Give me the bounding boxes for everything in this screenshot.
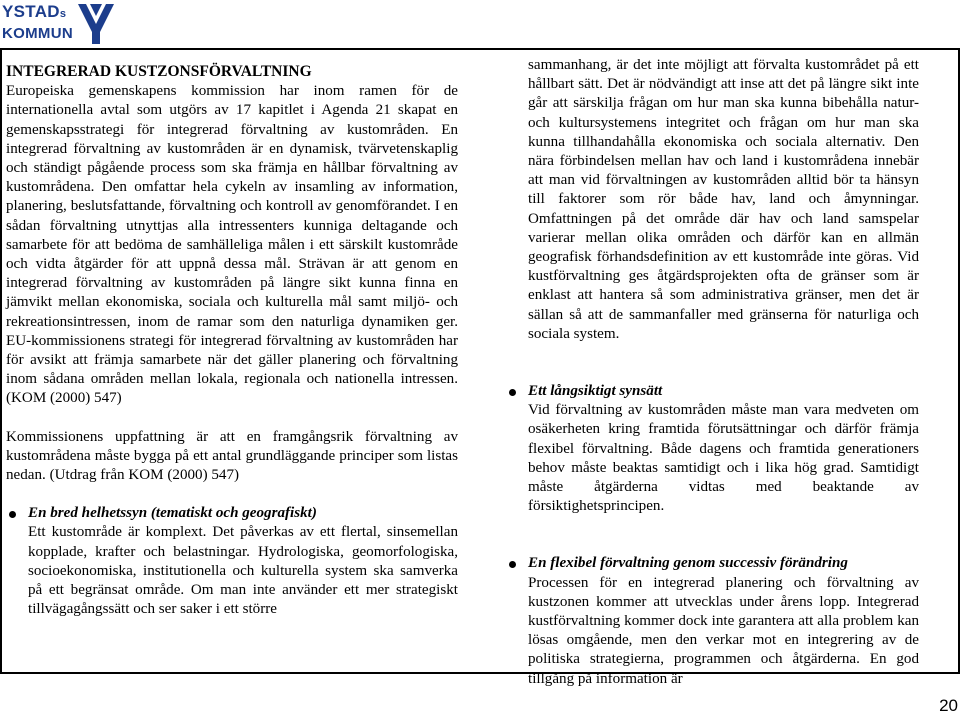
logo-wordmark bbox=[2, 2, 73, 43]
bullet-holistic-title bbox=[28, 504, 458, 523]
bullet-flexible-title bbox=[528, 554, 919, 573]
bullet-long-term-title bbox=[528, 382, 919, 401]
page-number: 20 bbox=[939, 696, 958, 715]
left-column bbox=[6, 62, 458, 619]
bullet-holistic-title-text: En bred helhetssyn (tematiskt och geografiskt) bbox=[28, 505, 317, 522]
bullet-flexible-text: Processen för en integrerad planering och förvaltning av kustzonen kommer att utvecklas under årens lopp. Integrerad kustförvaltning kommer dock inte garantera att alla problem kan lösas omgående, men den verkar mot en integrering av de politiska strategierna, programmen och åtgärderna. En god tillgång på information är bbox=[528, 574, 919, 687]
logo-line2: KOMMUN bbox=[2, 25, 73, 42]
ystad-crown-mark-icon bbox=[76, 2, 116, 46]
bullet-flexible-title-text: En flexibel förvaltning genom successiv förändring bbox=[528, 555, 848, 572]
principles-paragraph: Kommissionens uppfattning är att en framgångsrik förvaltning av kustområdena måste bygga på ett antal grundläggande principer som listas nedan. (Utdrag från KOM (2000) 547) bbox=[6, 428, 458, 484]
logo-line1-small: s bbox=[59, 8, 67, 20]
bullet-holistic bbox=[6, 504, 458, 619]
logo-line1-main: YSTAD bbox=[2, 2, 60, 21]
intro-paragraph: Europeiska gemenskapens kommission har inom ramen för de internationella avtal som utgörs av 17 kapitlet i Agenda 21 skapat en gemenskapsstrategi för integrerad förvaltning av kustområden. En integrerad förvaltning av kustområden är en dynamisk, tvärvetenskaplig och ständigt pågående process som ska främja en hållbar förvaltning av kustområdena. Den omfattar hela cykeln av insamling av information, planering, beslutsfattande, förvaltning och kontroll av genomförandet. I en sådan förvaltning utnyttjas alla intressenters kunniga deltagande och samarbete för att bedöma de samhälleliga målen i ett särskilt kustområde och vidta åtgärder för att uppnå dessa mål. Strävan är att genom en integrerad förvaltning av kustområden på längre sikt kunna finna en jämvikt mellan ekonomiska, sociala och kulturella mål samt miljö- och rekreationsintressen, inom de ramar som den naturliga dynamiken ger. EU-kommissionens strategi för integrerad förvaltning av kustområden har för avsikt att främja samarbete när det gäller planering och förvaltning inom sådana områden mellan lokala, regionala och nationella intressen. (KOM (2000) 547) bbox=[6, 83, 458, 407]
bullet-long-term bbox=[528, 382, 919, 516]
bullet-dot-icon bbox=[9, 511, 16, 518]
bullet-long-term-text: Vid förvaltning av kustområden måste man vara medveten om osäkerheten kring framtida förutsättningar och därför främja flexibel förvaltning. Både dagens och framtida generationers behov måste beaktas samtidigt och i lika hög grad. Samtidigt måste åtgärderna vidtas med beaktande av försiktighetsprincipen. bbox=[528, 402, 919, 515]
bullet-flexible bbox=[528, 554, 919, 688]
continuation-paragraph: sammanhang, är det inte möjligt att förvalta kustområdet på ett hållbart sätt. Det är nödvändigt att inse att det på längre sikt inte går att särskilja frågan om hur man ska kunna bibehålla natur- och kultursystemens integritet och frågan om hur man ska kunna tillhandahålla ekonomiska och sociala alternativ. Den nära förbindelsen mellan hav och land i kustområdena innebär att man vid förvaltningen av kustområden alltid bör ta hänsyn till faktorer som rör både hav, land och åmynningar. Omfattningen på det område där hav och land samspelar varierar mellan olika områden och därför kan en allmän geografisk förhandsdefinition av ett kustområde inte göras. Vid kustförvaltning ges åtgärdsprojekten ofta de gränser som är enklast att hantera så som administrativa gränser, men det är sällan så att de sammanfaller med gränserna för naturliga och sociala system. bbox=[528, 57, 919, 342]
bullet-dot-icon bbox=[509, 389, 516, 396]
section-heading: INTEGRERAD KUSTZONSFÖRVALTNING bbox=[6, 63, 312, 80]
bullet-holistic-text: Ett kustområde är komplext. Det påverkas av ett flertal, sinsemellan kopplade, krafter och belastningar. Hydrologiska, geomorfologiska, socioekonomiska, institutionella och kulturella system ska samverka på ett begränsat område. Om man inte använder ett mer strategiskt tillvägagångssätt och ser saker i ett större bbox=[28, 524, 458, 618]
ystad-kommun-logo bbox=[2, 2, 114, 48]
right-column bbox=[528, 56, 919, 689]
bullet-long-term-title-text: Ett långsiktigt synsätt bbox=[528, 383, 663, 400]
